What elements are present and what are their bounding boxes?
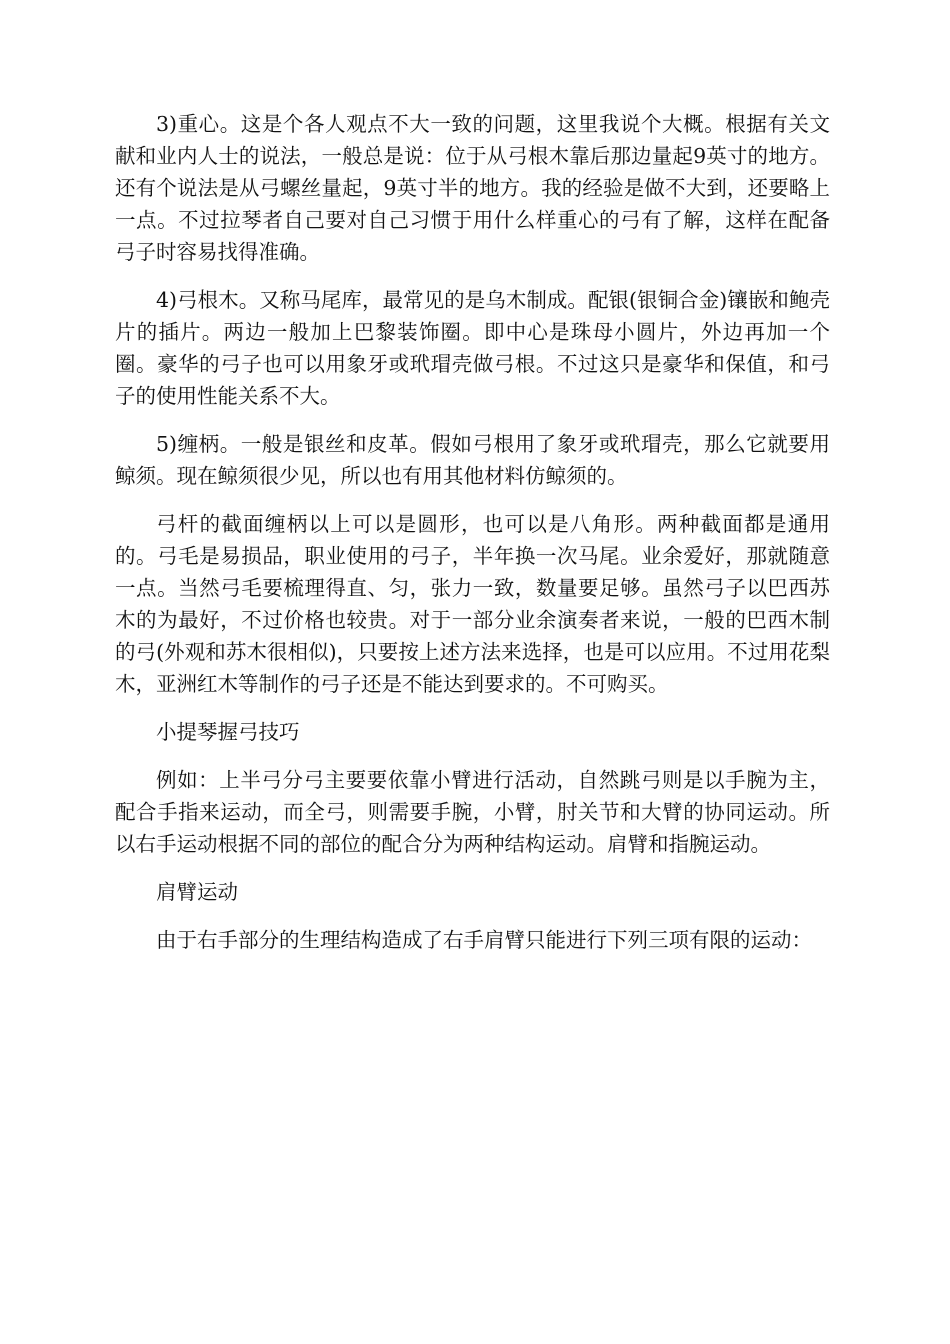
paragraph-frog: 4)弓根木。又称马尾库，最常见的是乌木制成。配银(银铜合金)镶嵌和鲍壳片的插片。两边一般加上巴黎装饰圈。即中心是珠母小圆片，外边再加一个圈。豪华的弓子也可以用象牙或玳瑁壳做弓根。不过这只是豪华和保值，和弓子的使用性能关系不大。 bbox=[115, 288, 830, 408]
paragraph-right-arm: 由于右手部分的生理结构造成了右手肩臂只能进行下列三项有限的运动： bbox=[156, 928, 812, 952]
heading-shoulder-arm: 肩臂运动 bbox=[156, 880, 238, 904]
document-page bbox=[115, 108, 830, 972]
paragraph-example: 例如：上半弓分弓主要要依靠小臂进行活动，自然跳弓则是以手腕为主，配合手指来运动，而全弓，则需要手腕，小臂，肘关节和大臂的协同运动。所以右手运动根据不同的部位的配合分为两种结构运动。肩臂和指腕运动。 bbox=[115, 768, 830, 856]
paragraph-center-of-gravity: 3)重心。这是个各人观点不大一致的问题，这里我说个大概。根据有关文献和业内人士的说法，一般总是说：位于从弓根木靠后那边量起9英寸的地方。还有个说法是从弓螺丝量起，9英寸半的地方。我的经验是做不大到，还要略上一点。不过拉琴者自己要对自己习惯于用什么样重心的弓有了解，这样在配备弓子时容易找得准确。 bbox=[115, 112, 830, 264]
heading-bow-grip: 小提琴握弓技巧 bbox=[156, 720, 300, 744]
paragraph-grip-winding: 5)缠柄。一般是银丝和皮革。假如弓根用了象牙或玳瑁壳，那么它就要用鲸须。现在鲸须很少见，所以也有用其他材料仿鲸须的。 bbox=[115, 432, 830, 488]
paragraph-stick-section: 弓杆的截面缠柄以上可以是圆形，也可以是八角形。两种截面都是通用的。弓毛是易损品，职业使用的弓子，半年换一次马尾。业余爱好，那就随意一点。当然弓毛要梳理得直、匀，张力一致，数量要足够。虽然弓子以巴西苏木的为最好，不过价格也较贵。对于一部分业余演奏者来说，一般的巴西木制的弓(外观和苏木很相似)，只要按上述方法来选择，也是可以应用。不过用花梨木，亚洲红木等制作的弓子还是不能达到要求的。不可购买。 bbox=[115, 512, 830, 696]
